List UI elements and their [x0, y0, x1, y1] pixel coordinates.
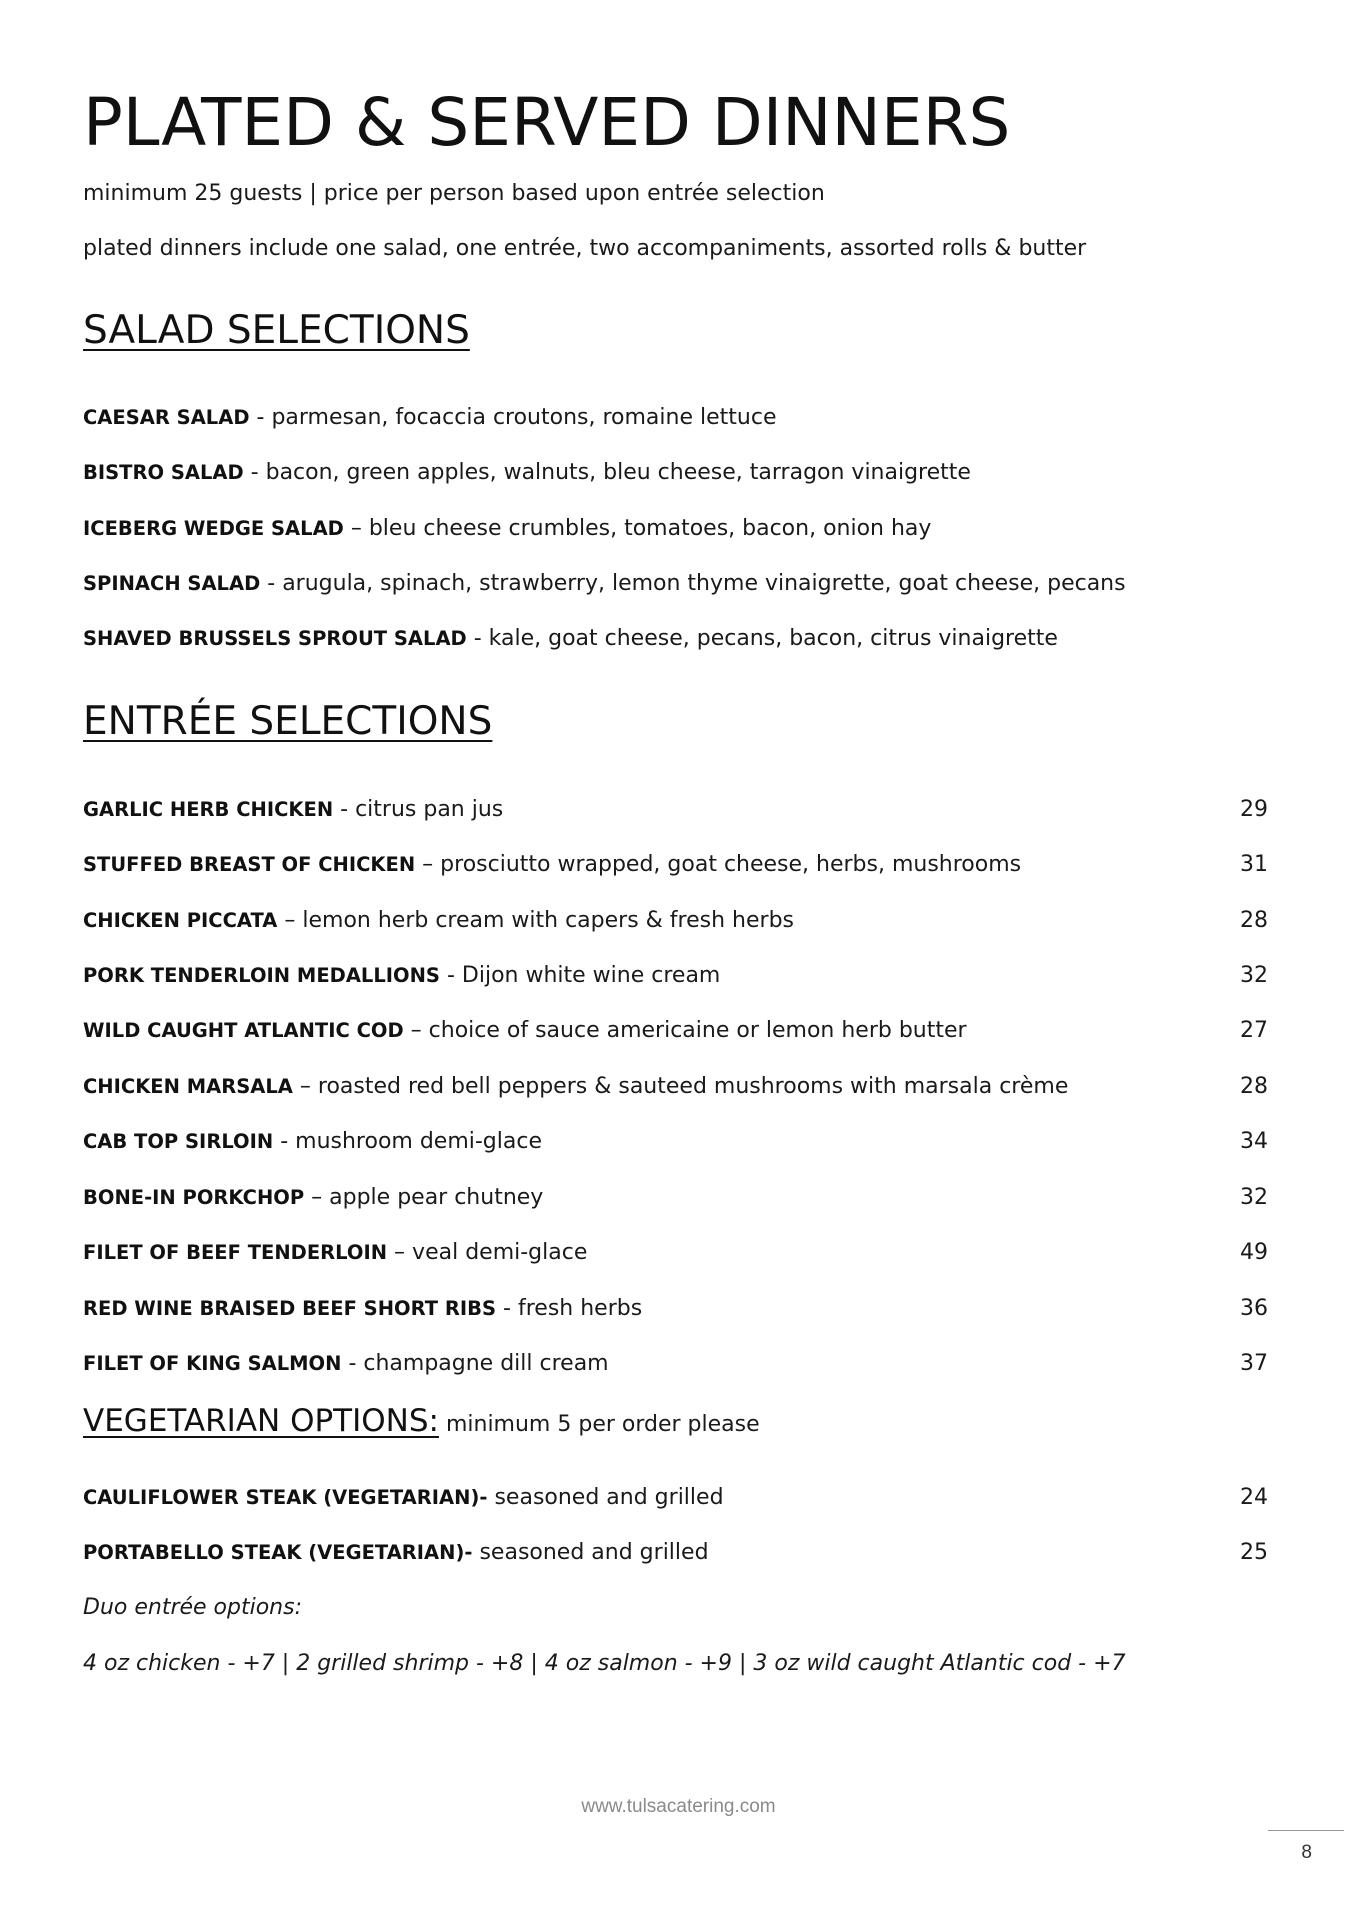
inclusions-note: plated dinners include one salad, one entrée, two accompaniments, assorted rolls & butter	[83, 236, 1087, 261]
entree-name: PORK TENDERLOIN MEDALLIONS	[83, 964, 440, 987]
entree-name: STUFFED BREAST OF CHICKEN	[83, 853, 416, 876]
vegetarian-description: seasoned and grilled	[487, 1485, 724, 1510]
page-number-rule	[1268, 1830, 1344, 1831]
vegetarian-minimum-note: minimum 5 per order please	[438, 1412, 760, 1437]
footer-website: www.tulsacatering.com	[581, 1796, 776, 1817]
entree-description: - fresh herbs	[496, 1296, 643, 1321]
vegetarian-price: 25	[1240, 1540, 1268, 1565]
vegetarian-item	[83, 1487, 1268, 1509]
entree-item	[83, 910, 1268, 932]
entree-description: - mushroom demi-glace	[273, 1129, 542, 1154]
vegetarian-name: CAULIFLOWER STEAK (VEGETARIAN)-	[83, 1486, 488, 1509]
entree-item	[83, 965, 1268, 987]
entree-name: CHICKEN MARSALA	[83, 1075, 293, 1098]
entree-name: FILET OF KING SALMON	[83, 1352, 342, 1375]
entree-description: – prosciutto wrapped, goat cheese, herbs, mushrooms	[415, 852, 1022, 877]
entree-item	[83, 1298, 1268, 1320]
entree-item	[83, 799, 1268, 821]
entree-item	[83, 854, 1268, 876]
entree-item	[83, 1020, 1268, 1042]
entree-name: BONE-IN PORKCHOP	[83, 1186, 305, 1209]
salad-section-heading: SALAD SELECTIONS	[83, 308, 470, 353]
entree-price: 34	[1240, 1129, 1268, 1154]
salad-description: – bleu cheese crumbles, tomatoes, bacon, onion hay	[343, 516, 932, 541]
entree-description: - citrus pan jus	[333, 797, 504, 822]
entree-name: CHICKEN PICCATA	[83, 909, 278, 932]
entree-name: GARLIC HERB CHICKEN	[83, 798, 334, 821]
entree-price: 29	[1240, 797, 1268, 822]
entree-name: CAB TOP SIRLOIN	[83, 1130, 274, 1153]
duo-options-list: 4 oz chicken - +7 | 2 grilled shrimp - +8 | 4 oz salmon - +9 | 3 oz wild caught Atlantic cod - +7	[83, 1651, 1126, 1676]
entree-name: WILD CAUGHT ATLANTIC COD	[83, 1019, 404, 1042]
entree-name: FILET OF BEEF TENDERLOIN	[83, 1241, 388, 1264]
vegetarian-item	[83, 1542, 1268, 1564]
entree-price: 32	[1240, 1185, 1268, 1210]
entree-price: 37	[1240, 1351, 1268, 1376]
salad-item	[83, 628, 1268, 650]
entree-description: - Dijon white wine cream	[439, 963, 721, 988]
guest-minimum-note: minimum 25 guests | price per person based upon entrée selection	[83, 181, 825, 206]
page-title: PLATED & SERVED DINNERS	[83, 84, 1011, 161]
salad-name: CAESAR SALAD	[83, 406, 250, 429]
salad-name: SHAVED BRUSSELS SPROUT SALAD	[83, 627, 467, 650]
vegetarian-description: seasoned and grilled	[472, 1540, 709, 1565]
entree-price: 32	[1240, 963, 1268, 988]
entree-description: – choice of sauce americaine or lemon herb butter	[403, 1018, 967, 1043]
salad-description: - parmesan, focaccia croutons, romaine lettuce	[249, 405, 777, 430]
entree-section-heading: ENTRÉE SELECTIONS	[83, 699, 493, 744]
salad-item	[83, 462, 1268, 484]
salad-description: - arugula, spinach, strawberry, lemon thyme vinaigrette, goat cheese, pecans	[260, 571, 1126, 596]
entree-description: – roasted red bell peppers & sauteed mushrooms with marsala crème	[292, 1074, 1069, 1099]
salad-item	[83, 518, 1268, 540]
entree-price: 28	[1240, 1074, 1268, 1099]
vegetarian-price: 24	[1240, 1485, 1268, 1510]
entree-price: 31	[1240, 852, 1268, 877]
entree-item	[83, 1353, 1268, 1375]
salad-name: SPINACH SALAD	[83, 572, 261, 595]
duo-options-heading: Duo entrée options:	[83, 1595, 302, 1620]
entree-item	[83, 1076, 1268, 1098]
salad-item	[83, 407, 1268, 429]
entree-price: 36	[1240, 1296, 1268, 1321]
salad-description: - bacon, green apples, walnuts, bleu cheese, tarragon vinaigrette	[243, 460, 971, 485]
entree-description: - champagne dill cream	[341, 1351, 609, 1376]
entree-price: 28	[1240, 908, 1268, 933]
entree-description: – apple pear chutney	[304, 1185, 544, 1210]
entree-item	[83, 1187, 1268, 1209]
entree-price: 49	[1240, 1240, 1268, 1265]
vegetarian-section-heading	[83, 1403, 760, 1439]
entree-item	[83, 1131, 1268, 1153]
vegetarian-name: PORTABELLO STEAK (VEGETARIAN)-	[83, 1541, 473, 1564]
vegetarian-heading-label: VEGETARIAN OPTIONS:	[83, 1403, 439, 1439]
entree-item	[83, 1242, 1268, 1264]
entree-price: 27	[1240, 1018, 1268, 1043]
entree-name: RED WINE BRAISED BEEF SHORT RIBS	[83, 1297, 497, 1320]
salad-name: BISTRO SALAD	[83, 461, 244, 484]
entree-description: – veal demi-glace	[387, 1240, 588, 1265]
page-number: 8	[1301, 1842, 1312, 1863]
salad-name: ICEBERG WEDGE SALAD	[83, 517, 344, 540]
salad-item	[83, 573, 1268, 595]
salad-description: - kale, goat cheese, pecans, bacon, citrus vinaigrette	[466, 626, 1058, 651]
entree-description: – lemon herb cream with capers & fresh herbs	[277, 908, 794, 933]
